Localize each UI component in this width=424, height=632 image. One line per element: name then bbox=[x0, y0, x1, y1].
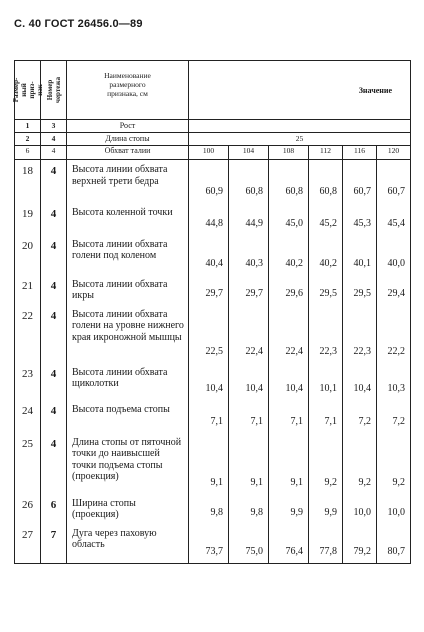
drawing-number: 7 bbox=[41, 524, 67, 564]
value-cell: 7,1 bbox=[309, 400, 343, 433]
feature-number: 25 bbox=[15, 433, 41, 494]
value-cell: 9,9 bbox=[309, 494, 343, 524]
value-cell: 60,9 bbox=[189, 160, 229, 203]
drawing-number: 4 bbox=[41, 160, 67, 203]
value-cell: 9,1 bbox=[229, 433, 269, 494]
value-cell: 60,8 bbox=[269, 160, 309, 203]
value-cell: 7,1 bbox=[189, 400, 229, 433]
value-cell: 29,4 bbox=[377, 275, 411, 305]
feature-number: 26 bbox=[15, 494, 41, 524]
value-cell: 10,1 bbox=[309, 363, 343, 400]
table-row bbox=[15, 363, 411, 400]
value-cell: 60,8 bbox=[229, 160, 269, 203]
drawing-number: 4 bbox=[41, 235, 67, 275]
value-cell: 79,2 bbox=[343, 524, 377, 564]
value-cell: 9,1 bbox=[269, 433, 309, 494]
waist-value: 116 bbox=[343, 146, 377, 160]
feature-number: 19 bbox=[15, 203, 41, 235]
waist-row-label: Обхват талии bbox=[67, 146, 189, 160]
feature-name: Дуга через паховую область bbox=[67, 524, 189, 564]
foot-row-c2: 4 bbox=[41, 133, 67, 146]
value-cell: 29,7 bbox=[189, 275, 229, 305]
value-cell: 7,2 bbox=[343, 400, 377, 433]
foot-row-c1: 2 bbox=[15, 133, 41, 146]
page-header: С. 40 ГОСТ 26456.0—89 bbox=[14, 18, 143, 30]
col-header-feature bbox=[11, 61, 44, 120]
feature-name: Высота линии обхвата икры bbox=[67, 275, 189, 305]
value-cell: 40,2 bbox=[309, 235, 343, 275]
value-cell: 10,4 bbox=[343, 363, 377, 400]
waist-value: 120 bbox=[377, 146, 411, 160]
feature-number: 21 bbox=[15, 275, 41, 305]
feature-number: 20 bbox=[15, 235, 41, 275]
table-row bbox=[15, 524, 411, 564]
value-cell: 77,8 bbox=[309, 524, 343, 564]
value-cell: 60,7 bbox=[343, 160, 377, 203]
foot-row-label: Длина стопы bbox=[67, 133, 189, 146]
value-cell: 22,5 bbox=[189, 305, 229, 363]
value-cell: 7,1 bbox=[229, 400, 269, 433]
value-cell: 10,3 bbox=[377, 363, 411, 400]
dimensions-table bbox=[11, 60, 411, 564]
feature-number: 24 bbox=[15, 400, 41, 433]
value-cell: 22,2 bbox=[377, 305, 411, 363]
value-cell: 45,4 bbox=[377, 203, 411, 235]
waist-row-c2: 4 bbox=[41, 146, 67, 160]
value-cell: 40,1 bbox=[343, 235, 377, 275]
value-cell: 29,5 bbox=[309, 275, 343, 305]
table-row bbox=[15, 160, 411, 203]
feature-name: Высота линии обхвата верхней трети бедра bbox=[67, 160, 189, 203]
feature-name: Высота линии обхвата щиколотки bbox=[67, 363, 189, 400]
num-row-label: Рост bbox=[67, 120, 189, 133]
waist-value: 108 bbox=[269, 146, 309, 160]
drawing-number: 4 bbox=[41, 400, 67, 433]
waist-value: 104 bbox=[229, 146, 269, 160]
num-row-c2: 3 bbox=[41, 120, 67, 133]
value-cell: 80,7 bbox=[377, 524, 411, 564]
table-row bbox=[15, 494, 411, 524]
value-cell: 22,3 bbox=[343, 305, 377, 363]
feature-name: Ширина стопы (проекция) bbox=[67, 494, 189, 524]
table-row bbox=[15, 275, 411, 305]
table-row bbox=[15, 305, 411, 363]
value-cell: 22,4 bbox=[269, 305, 309, 363]
feature-number: 22 bbox=[15, 305, 41, 363]
feature-number: 18 bbox=[15, 160, 41, 203]
feature-name: Высота подъема стопы bbox=[67, 400, 189, 433]
col-header-value: Значение bbox=[189, 61, 411, 120]
drawing-number: 4 bbox=[41, 433, 67, 494]
value-cell: 10,4 bbox=[189, 363, 229, 400]
drawing-number: 4 bbox=[41, 305, 67, 363]
table-row bbox=[15, 433, 411, 494]
value-cell: 9,2 bbox=[309, 433, 343, 494]
value-cell: 29,7 bbox=[229, 275, 269, 305]
value-cell: 45,3 bbox=[343, 203, 377, 235]
value-cell: 7,2 bbox=[377, 400, 411, 433]
value-cell: 73,7 bbox=[189, 524, 229, 564]
table-row bbox=[15, 400, 411, 433]
value-cell: 10,0 bbox=[377, 494, 411, 524]
value-cell: 7,1 bbox=[269, 400, 309, 433]
value-cell: 9,2 bbox=[377, 433, 411, 494]
value-cell: 40,3 bbox=[229, 235, 269, 275]
feature-number: 23 bbox=[15, 363, 41, 400]
table-row bbox=[15, 203, 411, 235]
value-cell: 75,0 bbox=[229, 524, 269, 564]
value-cell: 40,2 bbox=[269, 235, 309, 275]
value-cell: 9,9 bbox=[269, 494, 309, 524]
foot-row-value: 25 bbox=[189, 133, 411, 146]
col-header-drawing-text: Номер чертежа bbox=[45, 77, 62, 103]
feature-name: Высота линии обхвата голени под коленом bbox=[67, 235, 189, 275]
value-cell: 40,4 bbox=[189, 235, 229, 275]
col-header-feature-text: Размер- ный приз- нак bbox=[11, 77, 44, 103]
col-header-drawing bbox=[41, 61, 67, 120]
feature-name: Длина стопы от пяточной точки до наивысшей точки подъема стопы (проекция) bbox=[67, 433, 189, 494]
drawing-number: 4 bbox=[41, 363, 67, 400]
value-cell: 29,6 bbox=[269, 275, 309, 305]
value-cell: 22,4 bbox=[229, 305, 269, 363]
waist-value: 112 bbox=[309, 146, 343, 160]
value-cell: 9,2 bbox=[343, 433, 377, 494]
value-cell: 10,4 bbox=[269, 363, 309, 400]
num-row-c1: 1 bbox=[15, 120, 41, 133]
feature-name: Высота коленной точки bbox=[67, 203, 189, 235]
value-cell: 60,8 bbox=[309, 160, 343, 203]
drawing-number: 6 bbox=[41, 494, 67, 524]
value-cell: 9,8 bbox=[189, 494, 229, 524]
waist-row-c1: 6 bbox=[15, 146, 41, 160]
value-cell: 44,9 bbox=[229, 203, 269, 235]
drawing-number: 4 bbox=[41, 203, 67, 235]
value-cell: 10,0 bbox=[343, 494, 377, 524]
num-row-value bbox=[189, 120, 411, 133]
value-cell: 40,0 bbox=[377, 235, 411, 275]
value-cell: 9,1 bbox=[189, 433, 229, 494]
value-cell: 45,0 bbox=[269, 203, 309, 235]
value-cell: 44,8 bbox=[189, 203, 229, 235]
value-cell: 9,8 bbox=[229, 494, 269, 524]
value-cell: 22,3 bbox=[309, 305, 343, 363]
table-row bbox=[15, 235, 411, 275]
feature-name: Высота линии обхвата голени на уровне нижнего края икроножной мышцы bbox=[67, 305, 189, 363]
value-cell: 45,2 bbox=[309, 203, 343, 235]
value-cell: 76,4 bbox=[269, 524, 309, 564]
drawing-number: 4 bbox=[41, 275, 67, 305]
waist-value: 100 bbox=[189, 146, 229, 160]
value-cell: 10,4 bbox=[229, 363, 269, 400]
feature-number: 27 bbox=[15, 524, 41, 564]
col-header-name: Наименование размерного признака, см bbox=[67, 61, 189, 120]
value-cell: 29,5 bbox=[343, 275, 377, 305]
value-cell: 60,7 bbox=[377, 160, 411, 203]
